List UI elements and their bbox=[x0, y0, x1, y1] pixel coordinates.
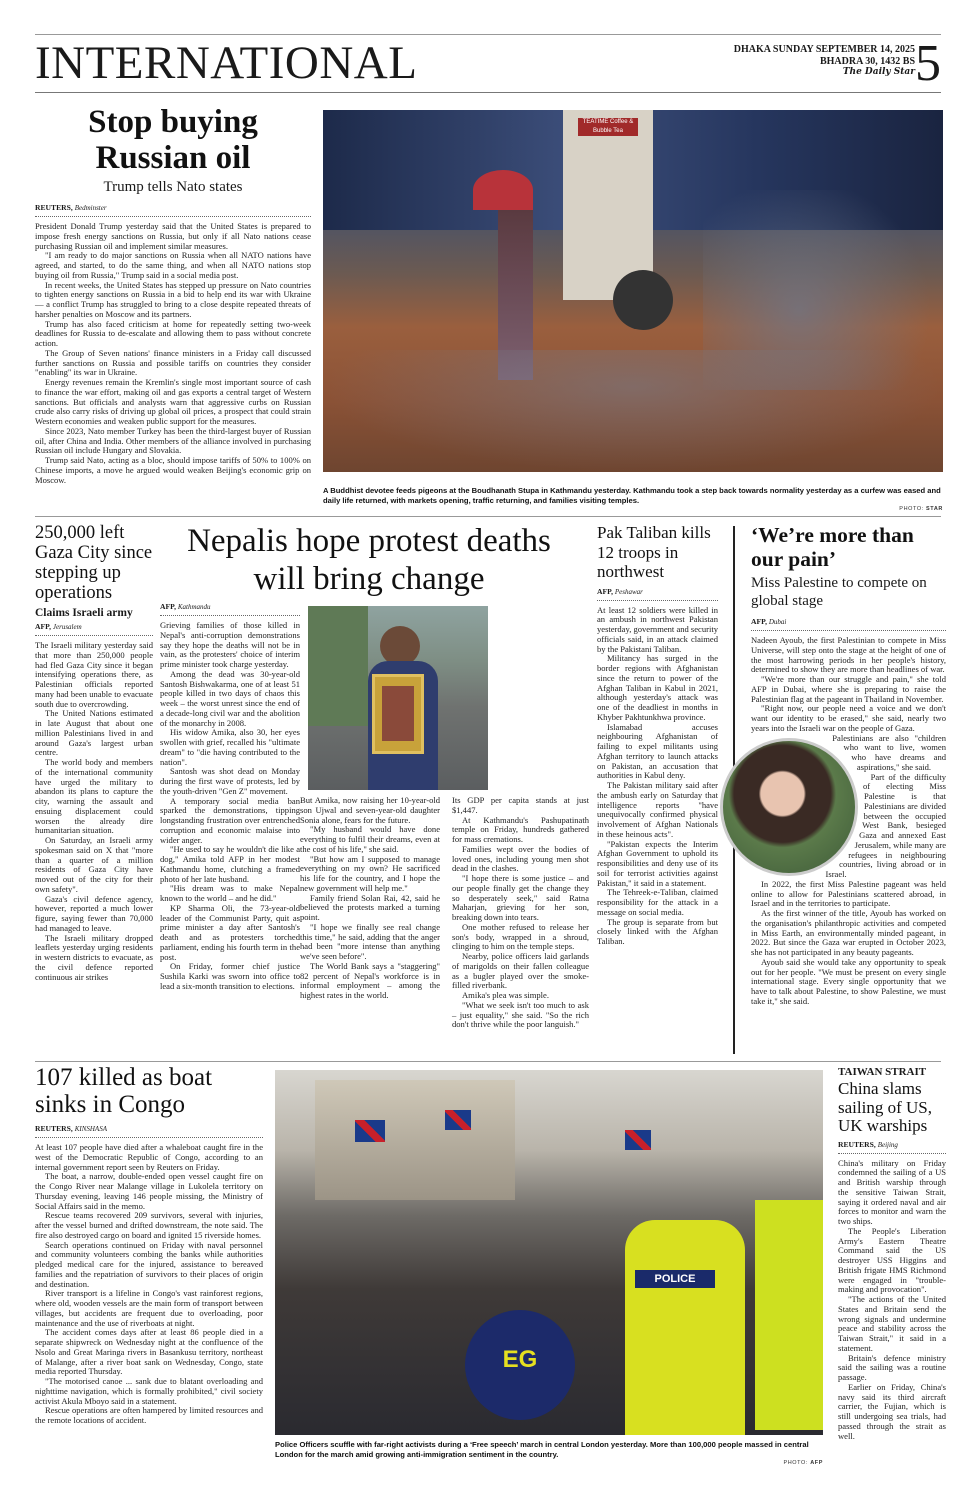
paragraph: But Amika, now raising her 10-year-old son Ujwal and seven-year-old daughter Sonia alone, fears for the future. bbox=[300, 795, 440, 825]
paragraphs-before bbox=[751, 636, 946, 734]
paragraph: The world body and members of the international community have urged the military to abandon its plans to capture the city, warning the assault and ensuing displacement could worsen the already dire humanitarian situation. bbox=[35, 757, 153, 836]
photo-credit: PHOTO: STAR bbox=[899, 506, 943, 512]
article-body bbox=[751, 636, 946, 1007]
paragraph: In recent weeks, the United States has stepped up pressure on Nato countries to tighten energy sanctions on Russia in a bid to help end its war with Ukraine — a conflict Trump has struggled to bring to a close despite repeated threats of harsher penalties on Moscow and its partners. bbox=[35, 279, 311, 319]
paragraph: Part of the difficulty of electing Miss Palestine is that Palestinians are divided between the occupied West Bank, besieged Gaza and annexed East Jerusalem, while many are refugees in neighbouring countries, living abroad or in Israel. bbox=[825, 771, 946, 879]
paragraph: President Donald Trump yesterday said that the United States is prepared to impose fresh energy sanctions on Russia, but only if all Nato nations cease purchasing Russian oil and implement similar measures. bbox=[35, 221, 311, 251]
byline: REUTERS, KINSHASA bbox=[35, 1124, 263, 1138]
paragraph: The boat, a narrow, double-ended open vessel caught fire on the Congo River near Malange village in Lukolela territory on Thursday evening, leaving 146 people missing, the Ministry of Social Affairs said in the memo. bbox=[35, 1171, 263, 1211]
date-line: DHAKA SUNDAY SEPTEMBER 14, 2025 bbox=[733, 44, 915, 55]
lead-article bbox=[35, 104, 311, 485]
paragraph: Its GDP per capita stands at just $1,447. bbox=[452, 795, 589, 815]
congo-article bbox=[35, 1064, 263, 1426]
paragraph: "I hope we finally see real change this time," he said, adding that the anger had been "more intense than anything we've seen before". bbox=[300, 921, 440, 961]
masthead-bottom-rule bbox=[35, 92, 941, 93]
byline: AFP, Kathmandu bbox=[160, 602, 300, 616]
paragraph: Palestinians are also "children who want to live, women who have dreams and aspirations," she said. bbox=[832, 732, 946, 772]
paragraph: Trump has also faced criticism at home for repeatedly setting two-week deadlines for Russia to de-escalate and allowing them to pass without concrete action. bbox=[35, 318, 311, 348]
date-block bbox=[734, 44, 915, 79]
paragraph: The Israeli military yesterday said that more than 250,000 people had fled Gaza City since it began intensifying operations there, as Palestinian officials reported many had been unable to evacuate south due to overcrowding. bbox=[35, 640, 153, 709]
london-protest-photo bbox=[275, 1070, 823, 1435]
paragraph: "His dream was to make Nepal known to the world – and he did." bbox=[160, 883, 300, 903]
agency: REUTERS, bbox=[35, 203, 73, 212]
paragraph: "I am ready to do major sanctions on Russia when all NATO nations have agreed, and started, to do the same thing, and when all NATO nations stop buying oil from Russia," Trump said in a social media post. bbox=[35, 250, 311, 280]
gaza-subhead: Claims Israeli army bbox=[35, 607, 133, 619]
paragraph: Search operations continued on Friday with naval personnel and community volunteers combing the banks while authorities pledged medical care for the injured, assistance to bereaved families and the repatriation of survivors to their places of origin and destination. bbox=[35, 1239, 263, 1289]
lead-subhead: Trump tells Nato states bbox=[103, 179, 243, 195]
paragraph: "But how am I supposed to manage everything on my own? He sacrificed his life for the country, and I hope the new government will help me." bbox=[300, 853, 440, 893]
taiwan-kicker: TAIWAN STRAIT bbox=[838, 1066, 927, 1078]
paragraph: The People's Liberation Army's Eastern Theatre Command said the US destroyer USS Higgins and British frigate HMS Richmond were engaged in "trouble-making and provocation". bbox=[838, 1225, 946, 1295]
pak-headline: Pak Taliban kills 12 troops in northwest bbox=[597, 523, 711, 581]
nepal-col-3 bbox=[452, 796, 589, 1030]
paragraph: At Kathmandu's Pashupatinath temple on Friday, hundreds gathered for mass cremations. bbox=[452, 814, 589, 844]
london-photo-caption bbox=[275, 1440, 823, 1467]
paragraph: "My husband would have done everything to fulfil their dreams, even at the cost of his life," she said. bbox=[300, 824, 440, 854]
paragraph: Militancy has surged in the border regions with Afghanistan since the return to power of the Afghan Taliban in Kabul in 2021, although yesterday's attack was one of the deadliest in months in Khyber Pakhtunkhwa province. bbox=[597, 653, 718, 722]
paragraph: "Right now, our people need a voice and we don't want our identity to be erased," she said, nearly two years into the Israeli war on the people of Gaza. bbox=[751, 703, 946, 733]
byline: AFP, Dubai bbox=[751, 617, 946, 631]
paragraph: At least 107 people have died after a whaleboat caught fire in the west of the Democratic Republic of Congo, according to an internal government report seen by Reuters on Friday. bbox=[35, 1142, 263, 1172]
paragraph: The Tehreek-e-Taliban, claimed responsibility for the attack in a message on social media. bbox=[597, 887, 718, 917]
paragraph: Family friend Solan Rai, 42, said he believed the protests marked a turning point. bbox=[300, 892, 440, 922]
paragraph: The accident comes days after at least 86 people died in a separate shipwreck on Wednesday night at the confluence of the Nsolo and Great Maringa rivers in Basankusu territory, northeast of Malange, after a river boat sank on Wednesday, Congo, state media reported Thursday. bbox=[35, 1327, 263, 1377]
taiwan-headline: China slams sailing of US, UK warships bbox=[838, 1079, 932, 1135]
palestine-headline: ‘We’re more than our pain’ bbox=[751, 523, 914, 571]
portrait-float bbox=[751, 736, 865, 882]
lead-headline: Stop buying Russian oil bbox=[88, 104, 258, 176]
paragraph: "I hope there is some justice – and our people finally get the change they so desperately seek," said Ratna Maharjan, grieving for her son, breaking down into tears. bbox=[452, 873, 589, 922]
paragraph: One mother refused to release her son's body, wrapped in a shroud, clinging to him on the temple steps. bbox=[452, 921, 589, 952]
photo-credit: PHOTO: AFP bbox=[783, 1460, 823, 1466]
paragraph: "What we seek isn't too much to ask – just equality," she said. "So the rich don't thrive while the poor languish." bbox=[452, 999, 589, 1030]
paragraph: Gaza's civil defence agency, however, reported a much lower figure, saying fewer than 70,000 had managed to leave. bbox=[35, 893, 153, 933]
byline bbox=[35, 203, 311, 217]
paragraph: Earlier on Friday, China's navy said its third aircraft carrier, the Fujian, which is still undergoing sea trials, had passed through the strait as well. bbox=[838, 1381, 946, 1441]
paragraph: In 2022, the first Miss Palestine pageant was held online to allow for Palestinians scattered abroad, in Israel and in the territories to participate. bbox=[751, 878, 946, 909]
widow-photo bbox=[308, 606, 488, 790]
pak-article bbox=[597, 523, 718, 947]
nepal-col-2 bbox=[300, 796, 440, 1001]
paragraph: Amika's plea was simple. bbox=[462, 990, 549, 1000]
paragraph: Nearby, police officers laid garlands of marigolds on their fallen colleague as a bugler played over the smoke-filled riverbank. bbox=[452, 951, 589, 991]
paragraph: "He used to say he wouldn't die like a dog," Amika told AFP in her modest Kathmandu home, clutching a framed photo of her late husband. bbox=[160, 844, 300, 884]
taiwan-article bbox=[838, 1066, 946, 1441]
paragraph: Santosh was shot dead on Monday during the first wave of protests, led by the youth-driven "Gen Z" movement. bbox=[160, 766, 300, 796]
paragraph: "We're more than our struggle and pain," she told AFP in Dubai, where she is preparing to raise the Palestinian flag at the pageant in Thailand in November. bbox=[751, 674, 946, 704]
paragraph: At least 12 soldiers were killed in an ambush in northwest Pakistan yesterday, government and security officials said, in an attack claimed by the Pakistani Taliban. bbox=[597, 604, 718, 654]
pigeons-photo bbox=[323, 110, 943, 472]
palestine-subhead: Miss Palestine to compete on global stage bbox=[751, 575, 927, 609]
paragraph: His widow Amika, also 30, her eyes swollen with grief, recalled his "ultimate dream" to "die having contributed to the nation". bbox=[160, 727, 300, 767]
paragraph: The United Nations estimated in late August that about one million Palestinians lived in and around Gaza's largest urban centre. bbox=[35, 708, 153, 758]
paragraph: Britain's defence ministry said the sailing was a routine passage. bbox=[838, 1352, 946, 1382]
paragraph: The Group of Seven nations' finance ministers in a Friday call discussed further sanctions on Russia and possible tariffs on countries they consider "enabling" its war in Ukraine. bbox=[35, 347, 311, 378]
paragraph: Rescue operations are often hampered by limited resources and the remote locations of accident. bbox=[35, 1405, 263, 1425]
byline: AFP, Peshawar bbox=[597, 587, 718, 601]
nepal-headline: Nepalis hope protest deaths will bring change bbox=[187, 523, 551, 597]
dateline: Bedminster bbox=[74, 204, 107, 212]
caption-text: A Buddhist devotee feeds pigeons at the Boudhanath Stupa in Kathmandu yesterday. Kathmandu took a step back towards normality yesterday as a curfew was eased and daily life returned, with markets opening, traffic returning, and families visiting temples. bbox=[323, 486, 941, 505]
paragraph: "The actions of the United States and Britain send the wrong signals and undermine peace and stability across the Taiwan Strait," it said in a statement. bbox=[838, 1294, 946, 1353]
article-body bbox=[35, 1143, 263, 1426]
paper-logo: The Daily Star bbox=[842, 67, 915, 77]
article-body bbox=[452, 796, 589, 1030]
divider bbox=[35, 1061, 941, 1062]
article-body bbox=[35, 222, 311, 485]
gaza-article bbox=[35, 523, 153, 982]
portrait-photo bbox=[720, 738, 858, 876]
bengali-date: BHADRA 30, 1432 BS bbox=[819, 55, 915, 67]
paragraph: As the first winner of the title, Ayoub has worked on the organisation's philanthropic activities and competed in Miss Earth, an environmentally minded pageant, in 2022. But since the Gaza war erupted in October 2023, she has not participated in any beauty pageants. bbox=[751, 908, 946, 957]
byline: AFP, Jerusalem bbox=[35, 622, 153, 636]
paragraph: Families wept over the bodies of loved ones, including young men shot dead in the clashes. bbox=[452, 843, 589, 874]
paragraph: On Friday, former chief justice Sushila Karki was sworn into office to lead a six-month transition to elections. bbox=[160, 961, 300, 991]
caption-text: Police Officers scuffle with far-right activists during a ‘Free speech’ march in central London yesterday. More than 100,000 people massed in central London for the march amid growing anti-immigration sentiment in the country. bbox=[275, 1440, 809, 1459]
storefront-sign: TEATIME Coffee & Bubble Tea bbox=[578, 118, 638, 136]
police-vest-label: POLICE bbox=[635, 1270, 715, 1288]
palestine-article bbox=[751, 523, 946, 1007]
paragraph: Rescue teams recovered 209 survivors, several with injuries, after the vessel burned and drifted downstream, the note said. The fire also destroyed cargo on board and ignited 15 riverside homes. bbox=[35, 1210, 263, 1240]
paragraph: Grieving families of those killed in Nepal's anti-corruption demonstrations say they hope the deaths will not be in vain, as the protesters' choice of interim prime minister took charge yesterday. bbox=[160, 620, 300, 669]
paragraph: On Saturday, an Israeli army spokesman said on X that "more than a quarter of a million residents of Gaza City have moved out of the city for their own safety". bbox=[35, 835, 153, 894]
police-helmet: EG bbox=[465, 1310, 575, 1420]
page-number: 5 bbox=[915, 35, 941, 92]
paragraph: Among the dead was 30-year-old Santosh Bishwakarma, one of at least 51 people killed in two days of chaos this week – the worst unrest since the end of a decade-long civil war and the abolition of the monarchy in 2008. bbox=[160, 668, 300, 728]
paragraph: "Pakistan expects the Interim Afghan Government to uphold its responsibilities and deny use of its soil for terrorist activities against Pakistan," it said in a statement. bbox=[597, 838, 718, 888]
divider bbox=[35, 516, 941, 517]
paragraph: The Israeli military dropped leaflets yesterday urging residents in western districts to evacuate, as the civil defence reported continuous air strikes bbox=[35, 932, 153, 982]
paragraph: The Pakistan military said after the ambush early on Saturday that intelligence reports "have unequivocally confirmed physical involvement of Afghan Nationals in these heinous acts". bbox=[597, 780, 718, 839]
paragraph: A temporary social media ban sparked the demonstrations, tipping longstanding frustration over entrenched corruption and economic malaise into wider anger. bbox=[160, 795, 300, 845]
paragraph: Nadeen Ayoub, the first Palestinian to compete in Miss Universe, will step onto the stage at the height of one of the most harrowing periods in her people's history, determined to show they are more than headlines of war. bbox=[751, 635, 946, 675]
paragraph: "The motorised canoe ... sank due to blatant overloading and nighttime navigation, which is formally prohibited," civil society activist Akula Mboyo said in a statement. bbox=[35, 1376, 263, 1406]
paragraph: River transport is a lifeline in Congo's vast rainforest regions, where old, wooden vessels are the main form of transport between villages, but accidents are frequent due to overloading, poor maintenance and the use of riverboats at night. bbox=[35, 1288, 263, 1328]
paragraph: The World Bank says a "staggering" 82 percent of Nepal's workforce is in informal employment – among the highest rates in the world. bbox=[300, 960, 440, 1000]
byline: REUTERS, Beijing bbox=[838, 1140, 946, 1154]
masthead-top-rule bbox=[35, 34, 941, 35]
paragraph: China's military on Friday condemned the sailing of a US and British warship through the sensitive Taiwan Strait, saying it ordered naval and air forces to monitor and warn the two ships. bbox=[838, 1157, 946, 1226]
paragraph: Since 2023, Nato member Turkey has been the third-largest buyer of Russian oil, after China and India. Other members of the alliance involved in purchasing Russian oil include Hungary and Slovakia. bbox=[35, 425, 311, 456]
article-body bbox=[300, 796, 440, 1001]
top-photo-caption bbox=[323, 486, 943, 513]
paragraph: Energy revenues remain the Kremlin's single most important source of cash to finance the war effort, making oil and gas exports a central target of Western sanctions. But officials and analysts warn that aggressive curbs on Russian crude also carry risks of driving up global oil prices, a prospect that could strain Western economies and weaken public support for the measures. bbox=[35, 377, 311, 426]
paragraph: Trump said Nato, acting as a bloc, should impose tariffs of 50% to 100% on Chinese imports, a move he argued would weaken Beijing's economic grip on Moscow. bbox=[35, 455, 311, 485]
nepal-col-1 bbox=[160, 602, 300, 992]
paragraph: KP Sharma Oli, the 73-year-old leader of the Communist Party, quit as prime minister a day after Santosh's death and as protesters torched parliament, ending his fourth term in the post. bbox=[160, 902, 300, 962]
paragraph: The group is separate from but closely linked with the Afghan Taliban. bbox=[597, 916, 718, 946]
paragraph: Islamabad accuses neighbouring Afghanistan of failing to expel militants using Afghan territory to launch attacks on Pakistan, an accusation that authorities in Kabul deny. bbox=[597, 721, 718, 781]
gaza-headline: 250,000 left Gaza City since stepping up operations bbox=[35, 523, 153, 603]
article-body bbox=[838, 1159, 946, 1442]
paragraph: Ayoub said she would take any opportunity to speak out for her people. "We must be present on every single international stage. Every single opportunity that we have to talk about Palestine, to show Palestine, we must take it," she said. bbox=[751, 956, 946, 1006]
article-body bbox=[35, 641, 153, 982]
section-title: INTERNATIONAL bbox=[35, 37, 418, 89]
article-body bbox=[597, 606, 718, 947]
congo-headline: 107 killed as boat sinks in Congo bbox=[35, 1064, 213, 1118]
article-body bbox=[160, 621, 300, 992]
